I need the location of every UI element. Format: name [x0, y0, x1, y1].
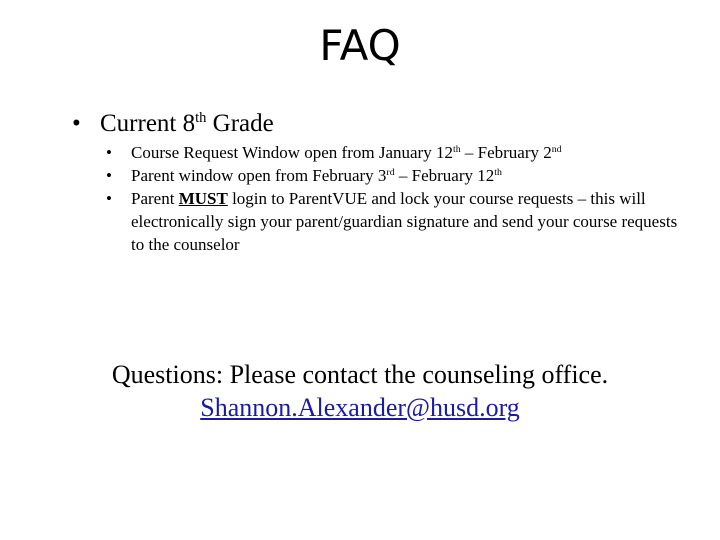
item-text: Course Request Window open from January 12	[131, 143, 453, 162]
section-label-post: Grade	[206, 110, 274, 137]
list-item	[106, 141, 686, 164]
item-text: Parent	[131, 189, 179, 208]
item-sup: th	[494, 166, 502, 178]
bullet-icon: •	[106, 189, 112, 208]
item-sup: rd	[386, 166, 395, 178]
item-text: login to ParentVUE and lock your course requests – this will electronically sign your parent/guardian signature and send your course requests to the counselor	[131, 189, 678, 254]
section-heading	[72, 108, 274, 140]
faq-bullet-list	[106, 141, 686, 256]
bullet-icon: •	[72, 110, 81, 137]
section-label-sup: th	[195, 110, 207, 127]
list-item	[106, 164, 686, 187]
contact-email-link[interactable]: Shannon.Alexander@husd.org	[200, 393, 520, 422]
bullet-icon: •	[106, 166, 112, 185]
contact-block	[0, 358, 720, 424]
list-item	[106, 187, 686, 256]
item-text: Parent window open from February 3	[131, 166, 387, 185]
questions-text: Questions: Please contact the counseling office.	[111, 360, 609, 389]
slide-title: FAQ	[319, 21, 401, 70]
must-emphasis: MUST	[178, 189, 228, 208]
item-sup: th	[452, 143, 461, 155]
bullet-icon: •	[106, 143, 112, 162]
section-label-pre: Current 8	[100, 110, 196, 137]
item-text: – February 2	[460, 143, 552, 162]
item-sup: nd	[551, 143, 562, 155]
item-text: – February 12	[394, 166, 495, 185]
